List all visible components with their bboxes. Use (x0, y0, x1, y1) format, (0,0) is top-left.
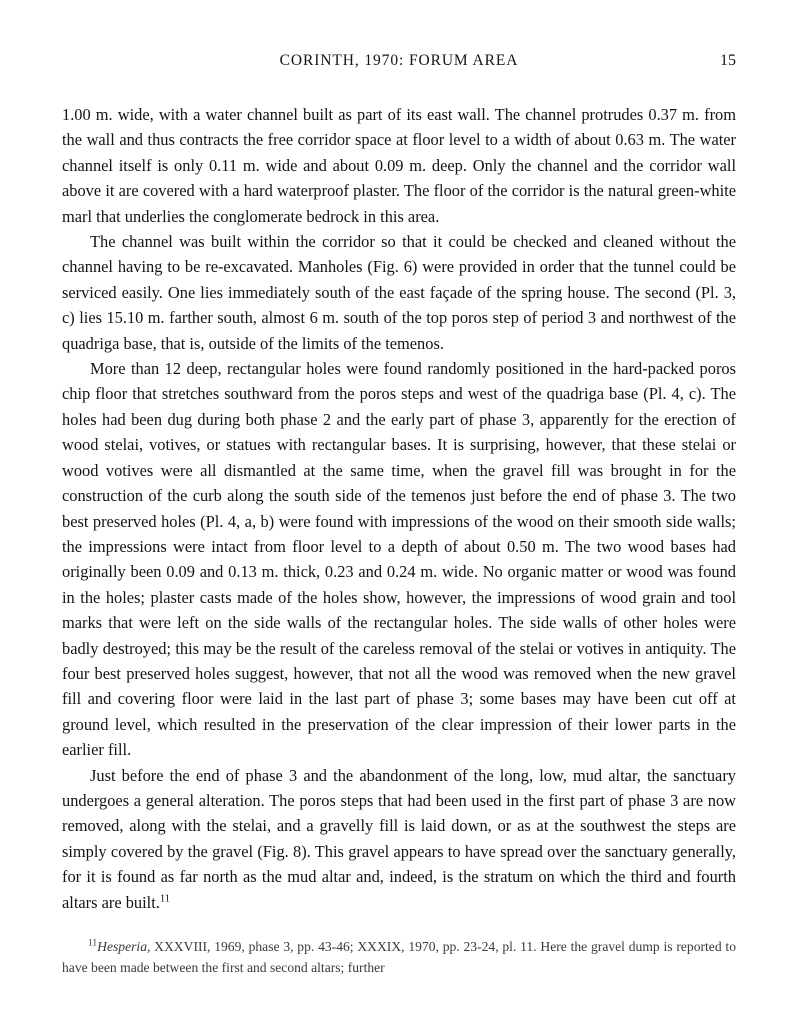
body-text (62, 102, 736, 915)
paragraph: The channel was built within the corridor so that it could be checked and cleaned without the channel having to be re-excavated. Manholes (Fig. 6) were provided in order that the tunnel could be serviced easily. One lies immediately south of the east façade of the spring house. The second (Pl. 3, c) lies 15.10 m. farther south, almost 6 m. south of the top poros step of period 3 and northwest of the quadriga base, that is, outside of the limits of the temenos. (62, 232, 736, 353)
footnote-citation: XXXVIII, 1969, phase 3, pp. 43-46; XXXIX, 1970, pp. 23-24, pl. 11. Here the gravel dump is reported to have been made between the first and second altars; further (62, 939, 736, 975)
paragraph: 1.00 m. wide, with a water channel built as part of its east wall. The channel protrudes 0.37 m. from the wall and thus contracts the free corridor space at floor level to a width of about 0.63 m. The water channel itself is only 0.11 m. wide and about 0.09 m. deep. Only the channel and the corridor wall above it are covered with a hard waterproof plaster. The floor of the corridor is the natural green-white marl that underlies the conglomerate bedrock in this area. (62, 105, 736, 226)
footnote-zone (62, 937, 736, 978)
paragraph: More than 12 deep, rectangular holes were found randomly positioned in the hard-packed poros chip floor that stretches southward from the poros steps and west of the quadriga base (Pl. 4, c). The holes had been dug during both phase 2 and the early part of phase 3, apparently for the erection of wood stelai, votives, or statues with rectangular bases. It is surprising, however, that these stelai or wood votives were all dismantled at the same time, when the gravel fill was brought in for the construction of the curb along the south side of the temenos just before the end of phase 3. The two best preserved holes (Pl. 4, a, b) were found with impressions of the wood on their smooth side walls; the impressions were intact from floor level to a depth of about 0.50 m. The two wood bases had originally been 0.09 and 0.13 m. thick, 0.23 and 0.24 m. wide. No organic matter or wood was found in the holes; plaster casts made of the holes show, however, the impressions of wood grain and tool marks that were left on the side walls of the rectangular holes. The side walls of other holes were badly destroyed; this may be the result of the careless removal of the stelai or votives in antiquity. The four best preserved holes suggest, however, that not all the wood was removed when the new gravel fill and covering floor were laid in the last part of phase 3; some bases may have been cut off at ground level, which resulted in the preservation of the clear impression of their lower parts in the earlier fill. (62, 359, 736, 760)
footnote-reference[interactable]: 11 (159, 893, 170, 905)
footnote-marker: 11 (88, 938, 98, 949)
paragraph-text: Just before the end of phase 3 and the abandonment of the long, low, mud altar, the sanctuary undergoes a general alteration. The poros steps that had been used in the first part of phase 3 are now removed, along with the stelai, and a gravelly fill is laid down, or as at the southwest the steps are simply covered by the gravel (Fig. 8). This gravel appears to have spread over the sanctuary generally, for it is found as far north as the mud altar and, indeed, is the stratum on which the third and fourth altars are built. (62, 765, 736, 912)
paragraph-with-footnote-ref (62, 763, 736, 915)
footnote (62, 937, 736, 978)
running-head (62, 52, 736, 78)
page-number: 15 (720, 52, 736, 69)
footnote-journal-title: Hesperia, (97, 939, 151, 954)
page-title: CORINTH, 1970: FORUM AREA (279, 52, 519, 69)
